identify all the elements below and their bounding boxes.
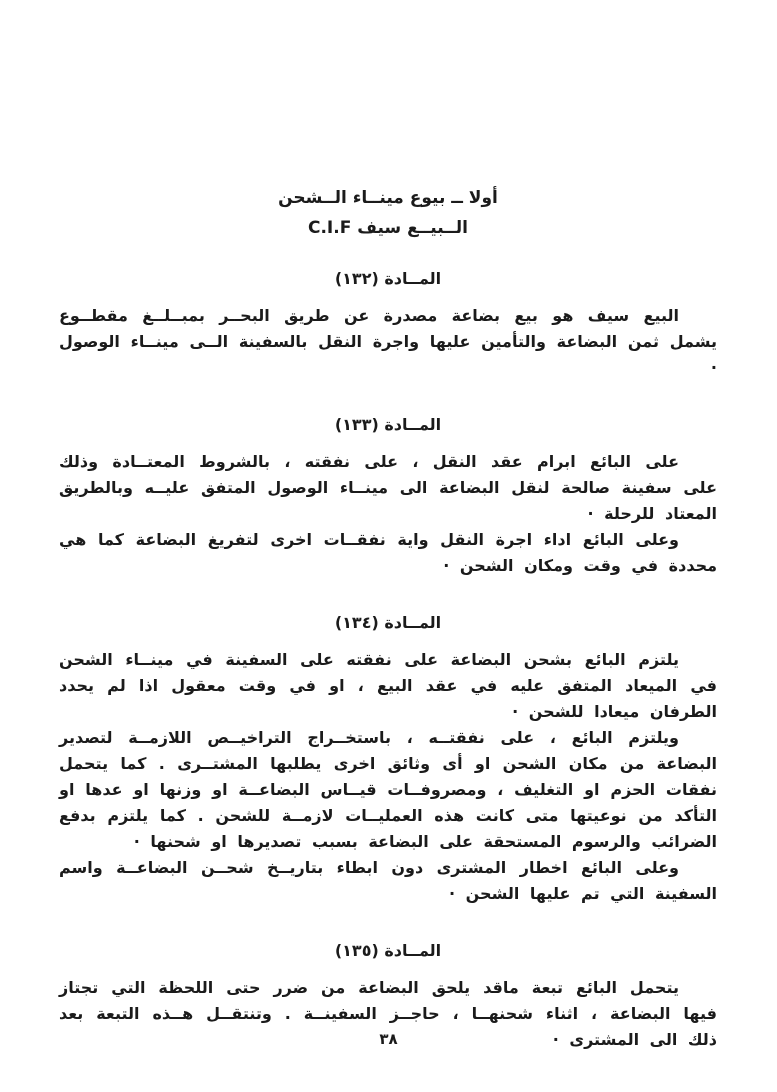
article-134 (59, 611, 717, 907)
document-body (59, 183, 717, 1053)
page-number: ٣٨ (379, 1030, 398, 1048)
article-132 (59, 267, 717, 381)
article-paragraph: البيع سيف هو بيع بضاعة مصدرة عن طريق البحــر بمبــلــغ مقطــوع يشمل ثمن البضاعة والتأمين عليها واجرة النقل بالسفينة الــى مينــاء الوصول · (59, 306, 717, 377)
section-title: أولا ــ بيوع مينــاء الــشحن (278, 188, 498, 208)
article-paragraph: وعلى البائع اخطار المشترى دون ابطاء بتاريــخ شحــن البضاعــة واسم السفينة التي تم عليها الشحن · (59, 858, 717, 903)
document-header (59, 183, 717, 243)
article-133 (59, 413, 717, 579)
article-134-heading: المــادة (١٣٤) (334, 613, 442, 632)
article-paragraph: ويلتزم البائع ، على نفقتــه ، باستخــراج التراخيــص اللازمــة لتصدير البضاعة من مكان الشحن او أى وثائق اخرى يطلبها المشتــرى . كما يتحمل نفقات الحزم او التغليف ، ومصروفــات قيــاس البضاعــة او وزنها او عدها او التأكد من نوعيتها متى كانت هذه العمليــات لازمــة للشحن . كما يلتزم بدفع الضرائب والرسوم المستحقة على البضاعة بسبب تصديرها او شحنها · (59, 728, 717, 851)
article-133-heading: المــادة (١٣٣) (334, 415, 442, 434)
article-paragraph: وعلى البائع اداء اجرة النقل واية نفقــات اخرى لتفريغ البضاعة كما هي محددة في وقت ومكان الشحن · (59, 530, 717, 575)
section-subtitle: الــبيــع سيف C.I.F (307, 218, 469, 238)
article-paragraph: على البائع ابرام عقد النقل ، على نفقته ، بالشروط المعتــادة وذلك على سفينة صالحة لنقل البضاعة الى مينــاء الوصول المتفق عليــه وبالطريق المعتاد للرحلة · (59, 452, 717, 523)
article-132-heading: المــادة (١٣٢) (334, 269, 442, 288)
article-paragraph: يلتزم البائع بشحن البضاعة على نفقته على السفينة في مينــاء الشحن في الميعاد المتفق عليه في عقد البيع ، او في وقت معقول اذا لم يحدد الطرفان ميعادا للشحن · (59, 650, 717, 721)
article-paragraph: يتحمل البائع تبعة ماقد يلحق البضاعة من ضرر حتى اللحظة التي تجتاز فيها البضاعة ، اثناء شحنهــا ، حاجــز السفينــة . وتنتقــل هــذه التبعة بعد ذلك الى المشترى · (59, 978, 717, 1049)
article-135-heading: المــادة (١٣٥) (334, 941, 442, 960)
